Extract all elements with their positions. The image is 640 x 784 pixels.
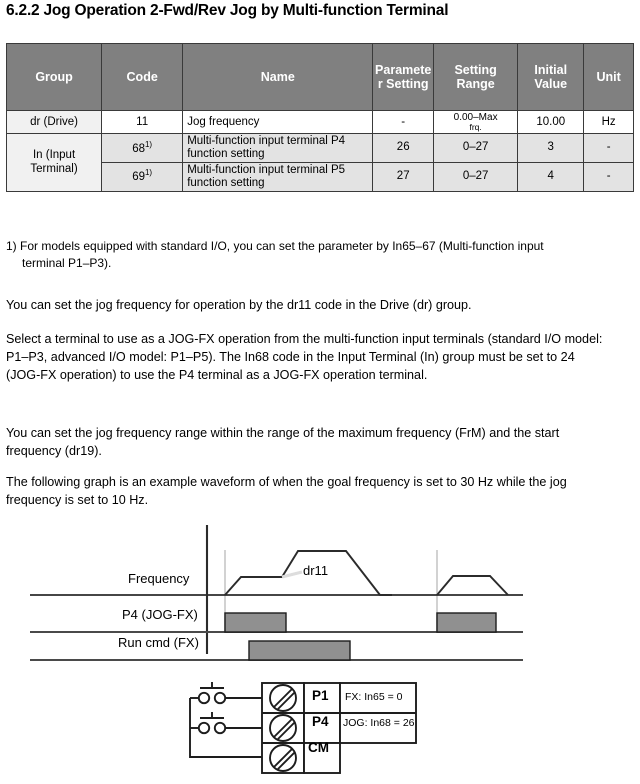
- header-unit: Unit: [584, 44, 634, 111]
- waveform-label-p4-jog-fx: P4 (JOG-FX): [122, 607, 198, 622]
- terminal-annotation-fx: FX: In65 = 0: [345, 691, 403, 703]
- cell-parameter-setting: 26: [373, 134, 434, 163]
- cell-group: dr (Drive): [7, 111, 102, 134]
- terminal-annotation-jog: JOG: In68 = 26: [343, 717, 415, 729]
- switch2-contact-left-icon: [199, 723, 209, 733]
- frequency-trace-second: [437, 576, 508, 595]
- table-row: [7, 111, 634, 134]
- cell-name: Multi-function input terminal P4 function setting: [183, 134, 373, 163]
- terminal-label-p1: P1: [312, 688, 329, 703]
- section-title: Jog Operation 2-Fwd/Rev Jog by Multi-function Terminal: [43, 2, 449, 19]
- terminal-wiring-diagram: [0, 676, 640, 779]
- cell-unit: Hz: [584, 111, 634, 134]
- header-parameter-setting: Parameter Setting: [373, 44, 434, 111]
- waveform-label-frequency: Frequency: [128, 571, 190, 586]
- setting-range-main: 0.00–Max: [453, 112, 498, 124]
- table-footnote: [6, 238, 626, 272]
- header-setting-range: Setting Range: [433, 44, 517, 111]
- setting-range-sub: frq.: [469, 122, 482, 133]
- header-name: Name: [183, 44, 373, 111]
- cell-group: In (Input Terminal): [7, 134, 102, 192]
- footnote-line-2: terminal P1–P3).: [22, 256, 112, 271]
- cell-unit: -: [584, 162, 634, 191]
- footnote-line-1: 1) For models equipped with standard I/O, you can set the parameter by In65–67 (Multi-function input: [6, 239, 544, 253]
- switch2-contact-right-icon: [215, 723, 225, 733]
- switch1-contact-right-icon: [215, 693, 225, 703]
- cell-initial-value: 4: [518, 162, 584, 191]
- cell-name: Multi-function input terminal P5 function setting: [183, 162, 373, 191]
- p4-pulse-first: [225, 613, 286, 632]
- waveform-label-run-cmd: Run cmd (FX): [118, 635, 199, 650]
- cell-parameter-setting: -: [373, 111, 434, 134]
- parameter-table: [6, 43, 634, 192]
- waveform-svg: [0, 520, 640, 670]
- table-header-row: [7, 44, 634, 111]
- terminal-label-cm: CM: [308, 740, 329, 755]
- paragraph-frequency-range: You can set the jog frequency range within the range of the maximum frequency (FrM) and the start frequency (dr19).: [6, 426, 560, 459]
- cell-parameter-setting: 27: [373, 162, 434, 191]
- paragraph-jog-frequency: You can set the jog frequency for operation by the dr11 code in the Drive (dr) group.: [6, 298, 472, 312]
- header-group: Group: [7, 44, 102, 111]
- code-value: 69: [132, 171, 145, 184]
- code-footnote-marker: 1): [144, 168, 153, 178]
- cell-setting-range: 0–27: [433, 134, 517, 163]
- cell-setting-range: [433, 111, 517, 134]
- cell-setting-range: 0–27: [433, 162, 517, 191]
- cell-code: [102, 162, 183, 191]
- cell-initial-value: 3: [518, 134, 584, 163]
- p4-pulse-second: [437, 613, 496, 632]
- run-cmd-pulse: [249, 641, 350, 660]
- code-value: 68: [132, 142, 145, 155]
- cell-name: Jog frequency: [183, 111, 373, 134]
- waveform-diagram: [0, 520, 640, 670]
- waveform-label-dr11: dr11: [303, 563, 329, 578]
- page-title: [6, 2, 448, 20]
- header-initial-value: Initial Value: [518, 44, 584, 111]
- table-row: [7, 134, 634, 163]
- paragraph-graph-intro: The following graph is an example waveform of when the goal frequency is set to 30 Hz while the jog frequency is set to 10 Hz.: [6, 475, 567, 508]
- section-number: 6.2.2: [6, 2, 40, 19]
- paragraph-terminal-selection: Select a terminal to use as a JOG-FX operation from the multi-function input terminals (standard I/O model: P1–P3, advanced I/O model: P1–P5). The In68 code in the Input Terminal (In) group must be set to 24 (JOG-FX operation) to use the P4 terminal as a JOG-FX operation terminal.: [6, 332, 603, 383]
- cell-unit: -: [584, 134, 634, 163]
- switch1-contact-left-icon: [199, 693, 209, 703]
- cell-code: [102, 134, 183, 163]
- header-code: Code: [102, 44, 183, 111]
- cell-initial-value: 10.00: [518, 111, 584, 134]
- cell-code: 11: [102, 111, 183, 134]
- code-footnote-marker: 1): [144, 139, 153, 149]
- terminal-label-p4: P4: [312, 714, 329, 729]
